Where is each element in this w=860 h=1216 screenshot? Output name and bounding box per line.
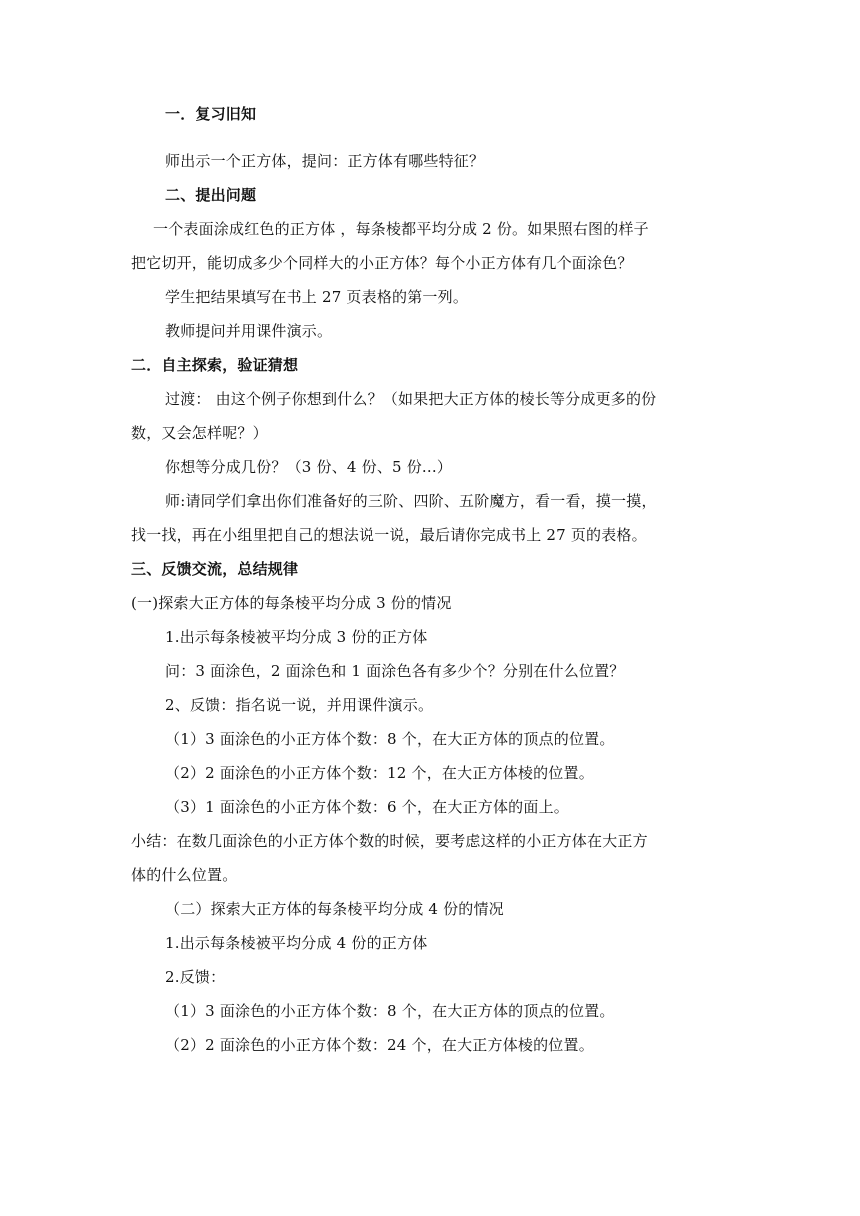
paragraph-line: （2）2 面涂色的小正方体个数：24 个，在大正方体棱的位置。 [165, 1036, 594, 1054]
paragraph-line: （1）3 面涂色的小正方体个数：8 个，在大正方体的顶点的位置。 [165, 1002, 615, 1020]
paragraph-line: 数，又会怎样呢？） [131, 424, 268, 442]
paragraph-line: 体的什么位置。 [131, 866, 238, 884]
paragraph-line: 2.反馈： [165, 968, 226, 986]
paragraph-line: （1）3 面涂色的小正方体个数：8 个，在大正方体的顶点的位置。 [165, 730, 615, 748]
paragraph-line: 2、反馈：指名说一说，并用课件演示。 [165, 696, 434, 714]
paragraph-line: （二）探索大正方体的每条棱平均分成 4 份的情况 [165, 900, 504, 918]
paragraph-line: 学生把结果填写在书上 27 页表格的第一列。 [165, 288, 469, 306]
paragraph-line: 问：3 面涂色，2 面涂色和 1 面涂色各有多少个？分别在什么位置？ [165, 662, 625, 680]
paragraph-line: 1.出示每条棱被平均分成 4 份的正方体 [165, 934, 428, 952]
paragraph-line: 把它切开，能切成多少个同样大的小正方体？每个小正方体有几个面涂色？ [131, 254, 633, 272]
paragraph-line: 师:请同学们拿出你们准备好的三阶、四阶、五阶魔方，看一看，摸一摸， [165, 492, 657, 510]
heading-explore: 二．自主探索，验证猜想 [131, 356, 299, 374]
paragraph-line: 小结：在数几面涂色的小正方体个数的时候，要考虑这样的小正方体在大正方 [131, 832, 648, 850]
paragraph-line: 1.出示每条棱被平均分成 3 份的正方体 [165, 628, 428, 646]
paragraph-line: 一个表面涂成红色的正方体 ，每条棱都平均分成 2 份。如果照右图的样子 [153, 220, 649, 238]
heading-review: 一．复习旧知 [165, 105, 257, 123]
heading-feedback: 三、反馈交流，总结规律 [131, 560, 299, 578]
paragraph-line: （3）1 面涂色的小正方体个数：6 个，在大正方体的面上。 [165, 798, 569, 816]
paragraph-line: 找一找，再在小组里把自己的想法说一说，最后请你完成书上 27 页的表格。 [131, 526, 647, 544]
heading-pose-question: 二、提出问题 [165, 186, 257, 204]
paragraph-line: 教师提问并用课件演示。 [165, 322, 333, 340]
paragraph-line: 过渡： 由这个例子你想到什么？（如果把大正方体的棱长等分成更多的份 [165, 390, 657, 408]
paragraph-line: 你想等分成几份？（3 份、4 份、5 份...） [165, 458, 453, 476]
paragraph-line: （2）2 面涂色的小正方体个数：12 个，在大正方体棱的位置。 [165, 764, 594, 782]
paragraph-line: 师出示一个正方体，提问：正方体有哪些特征？ [165, 152, 485, 170]
paragraph-line: (一)探索大正方体的每条棱平均分成 3 份的情况 [131, 594, 452, 612]
